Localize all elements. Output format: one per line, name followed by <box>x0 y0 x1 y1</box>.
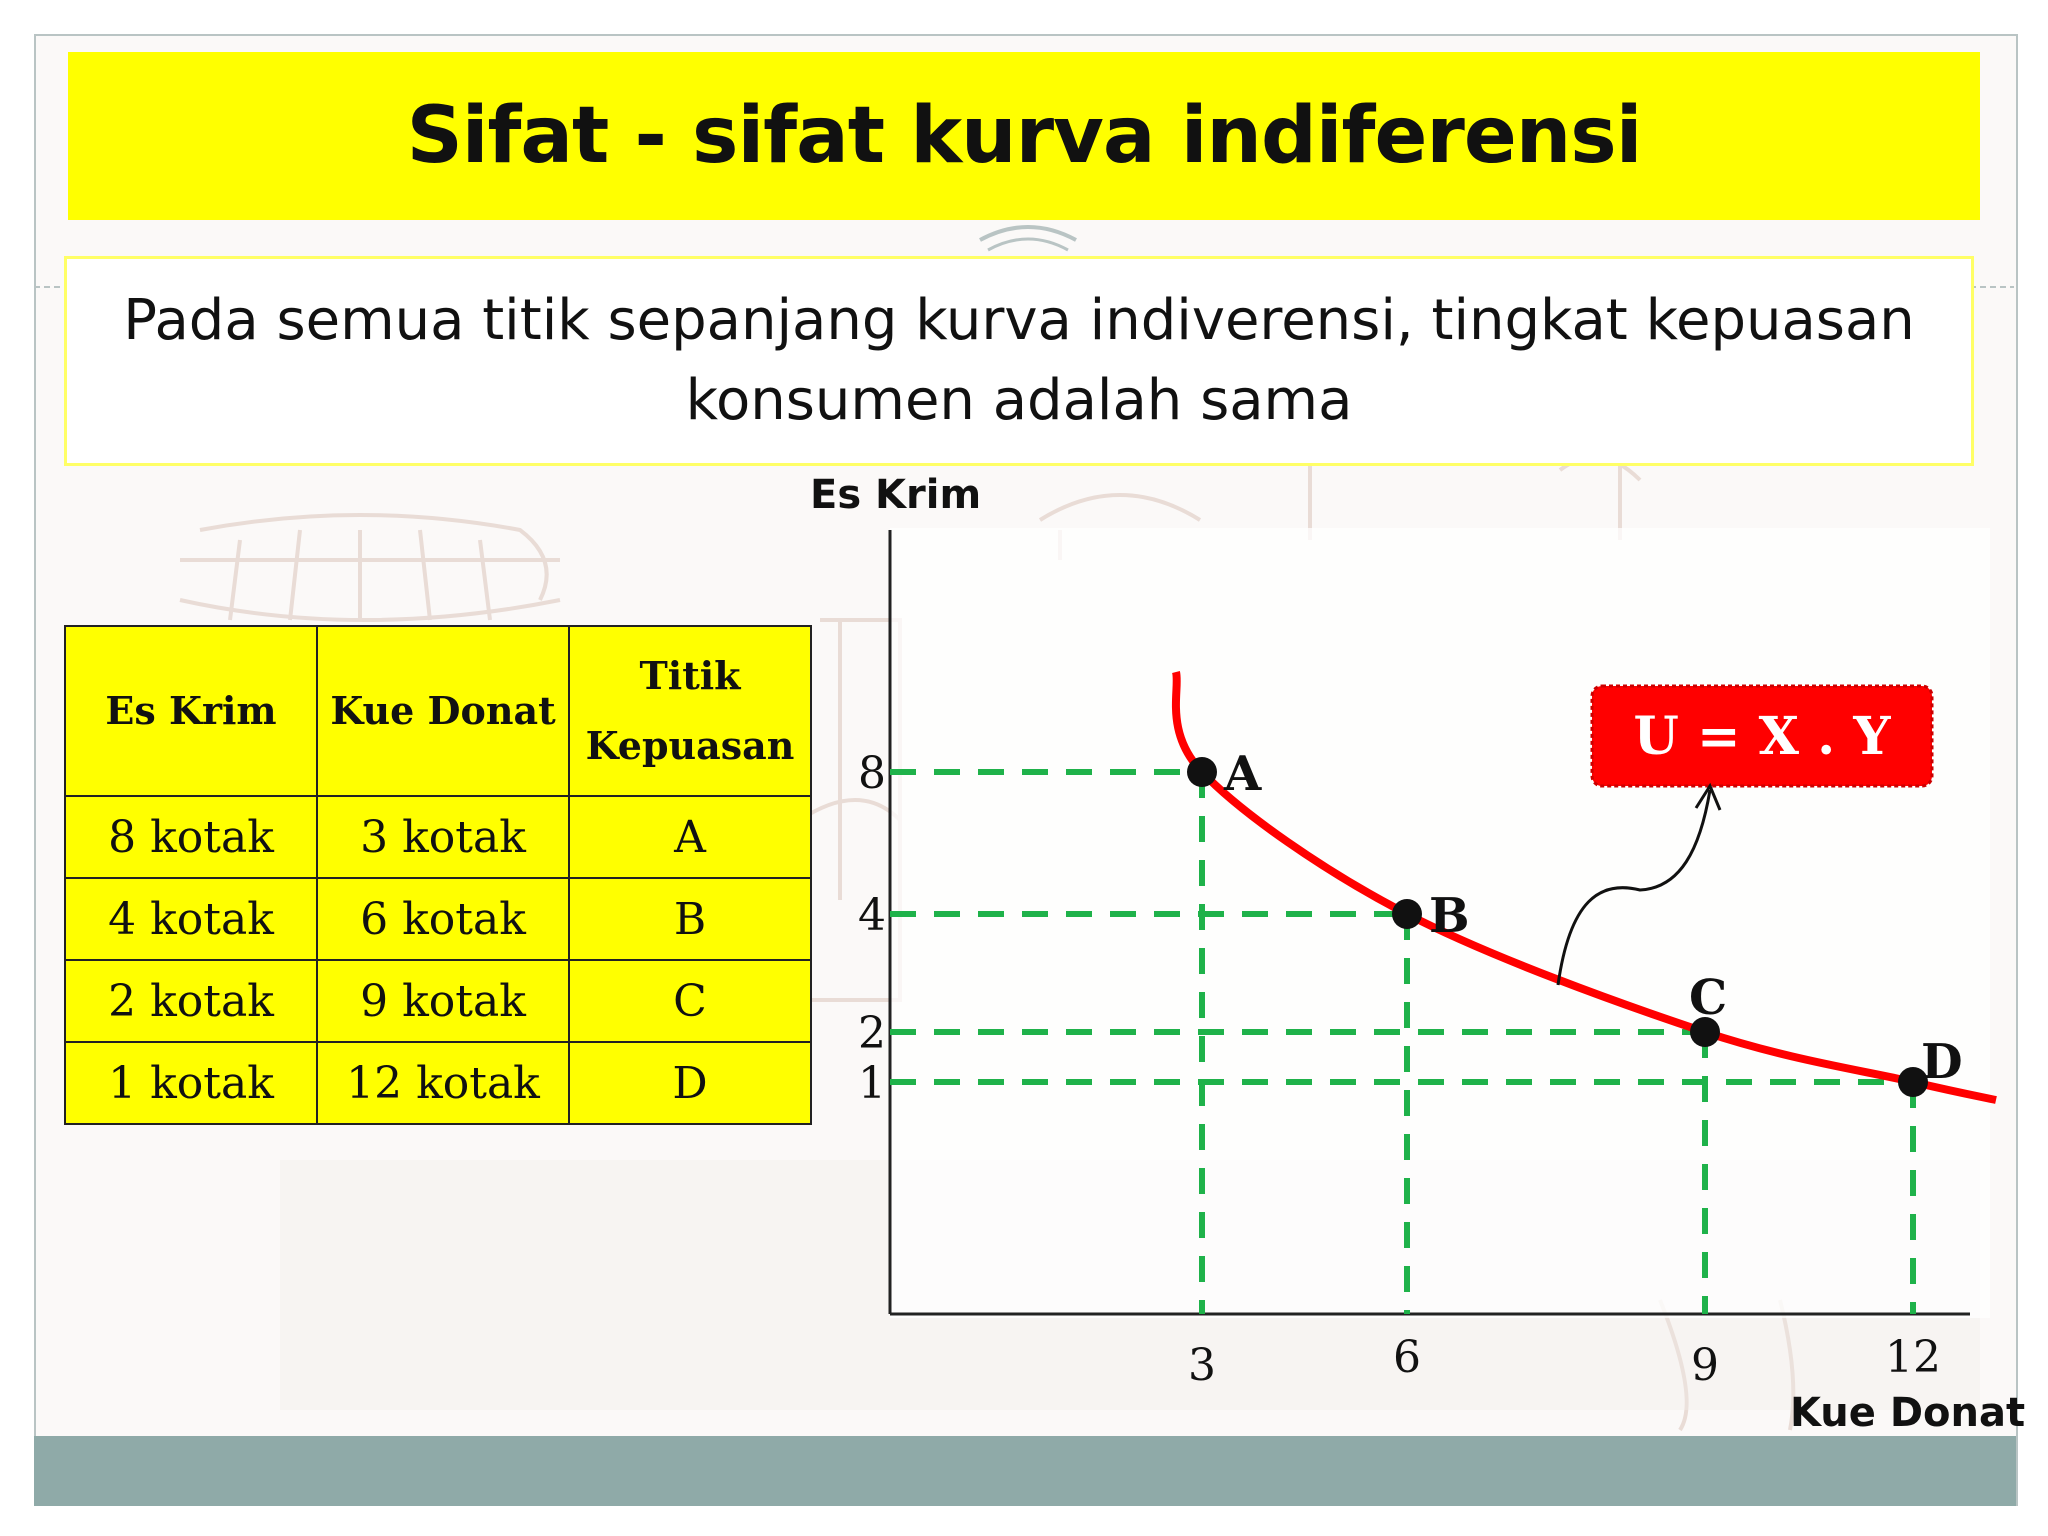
table-header-kepuasan: Kepuasan <box>585 723 795 768</box>
y-tick-8: 8 <box>858 748 886 799</box>
table-cell: C <box>569 960 811 1042</box>
y-tick-4: 4 <box>858 890 886 941</box>
point-label-B: B <box>1429 888 1470 944</box>
x-tick-9: 9 <box>1691 1340 1719 1391</box>
point-label-A: A <box>1224 746 1262 802</box>
slide-title: Sifat - sifat kurva indiferensi <box>406 91 1642 181</box>
subtitle-line-1: Pada semua titik sepanjang kurva indiverensi, tingkat kepuasan <box>123 288 1915 353</box>
table-cell: 8 kotak <box>65 796 317 878</box>
table-cell: 12 kotak <box>317 1042 569 1124</box>
table-cell: 9 kotak <box>317 960 569 1042</box>
table-cell: 1 kotak <box>65 1042 317 1124</box>
subtitle-line-2: konsumen adalah sama <box>685 368 1353 433</box>
table-cell: 2 kotak <box>65 960 317 1042</box>
table-cell: 6 kotak <box>317 878 569 960</box>
table-cell: 3 kotak <box>317 796 569 878</box>
table-header-kue-donat: Kue Donat <box>317 626 569 796</box>
table-cell: D <box>569 1042 811 1124</box>
table-cell: A <box>569 796 811 878</box>
table-header-es-krim: Es Krim <box>65 626 317 796</box>
y-tick-1: 1 <box>858 1058 886 1109</box>
x-tick-6: 6 <box>1393 1332 1421 1383</box>
table-cell: 4 kotak <box>65 878 317 960</box>
y-tick-2: 2 <box>858 1008 886 1059</box>
x-tick-3: 3 <box>1188 1340 1216 1391</box>
point-B <box>1392 899 1422 929</box>
table-cell: B <box>569 878 811 960</box>
x-tick-12: 12 <box>1885 1332 1941 1383</box>
utility-function-label: U = X . Y <box>1633 706 1891 767</box>
point-label-C: C <box>1689 970 1728 1026</box>
table-header-titik: Titik <box>639 653 741 698</box>
y-axis-label: Es Krim <box>810 472 982 518</box>
point-A <box>1187 757 1217 787</box>
x-axis-label: Kue Donat <box>1790 1390 2026 1436</box>
point-label-D: D <box>1921 1034 1963 1090</box>
